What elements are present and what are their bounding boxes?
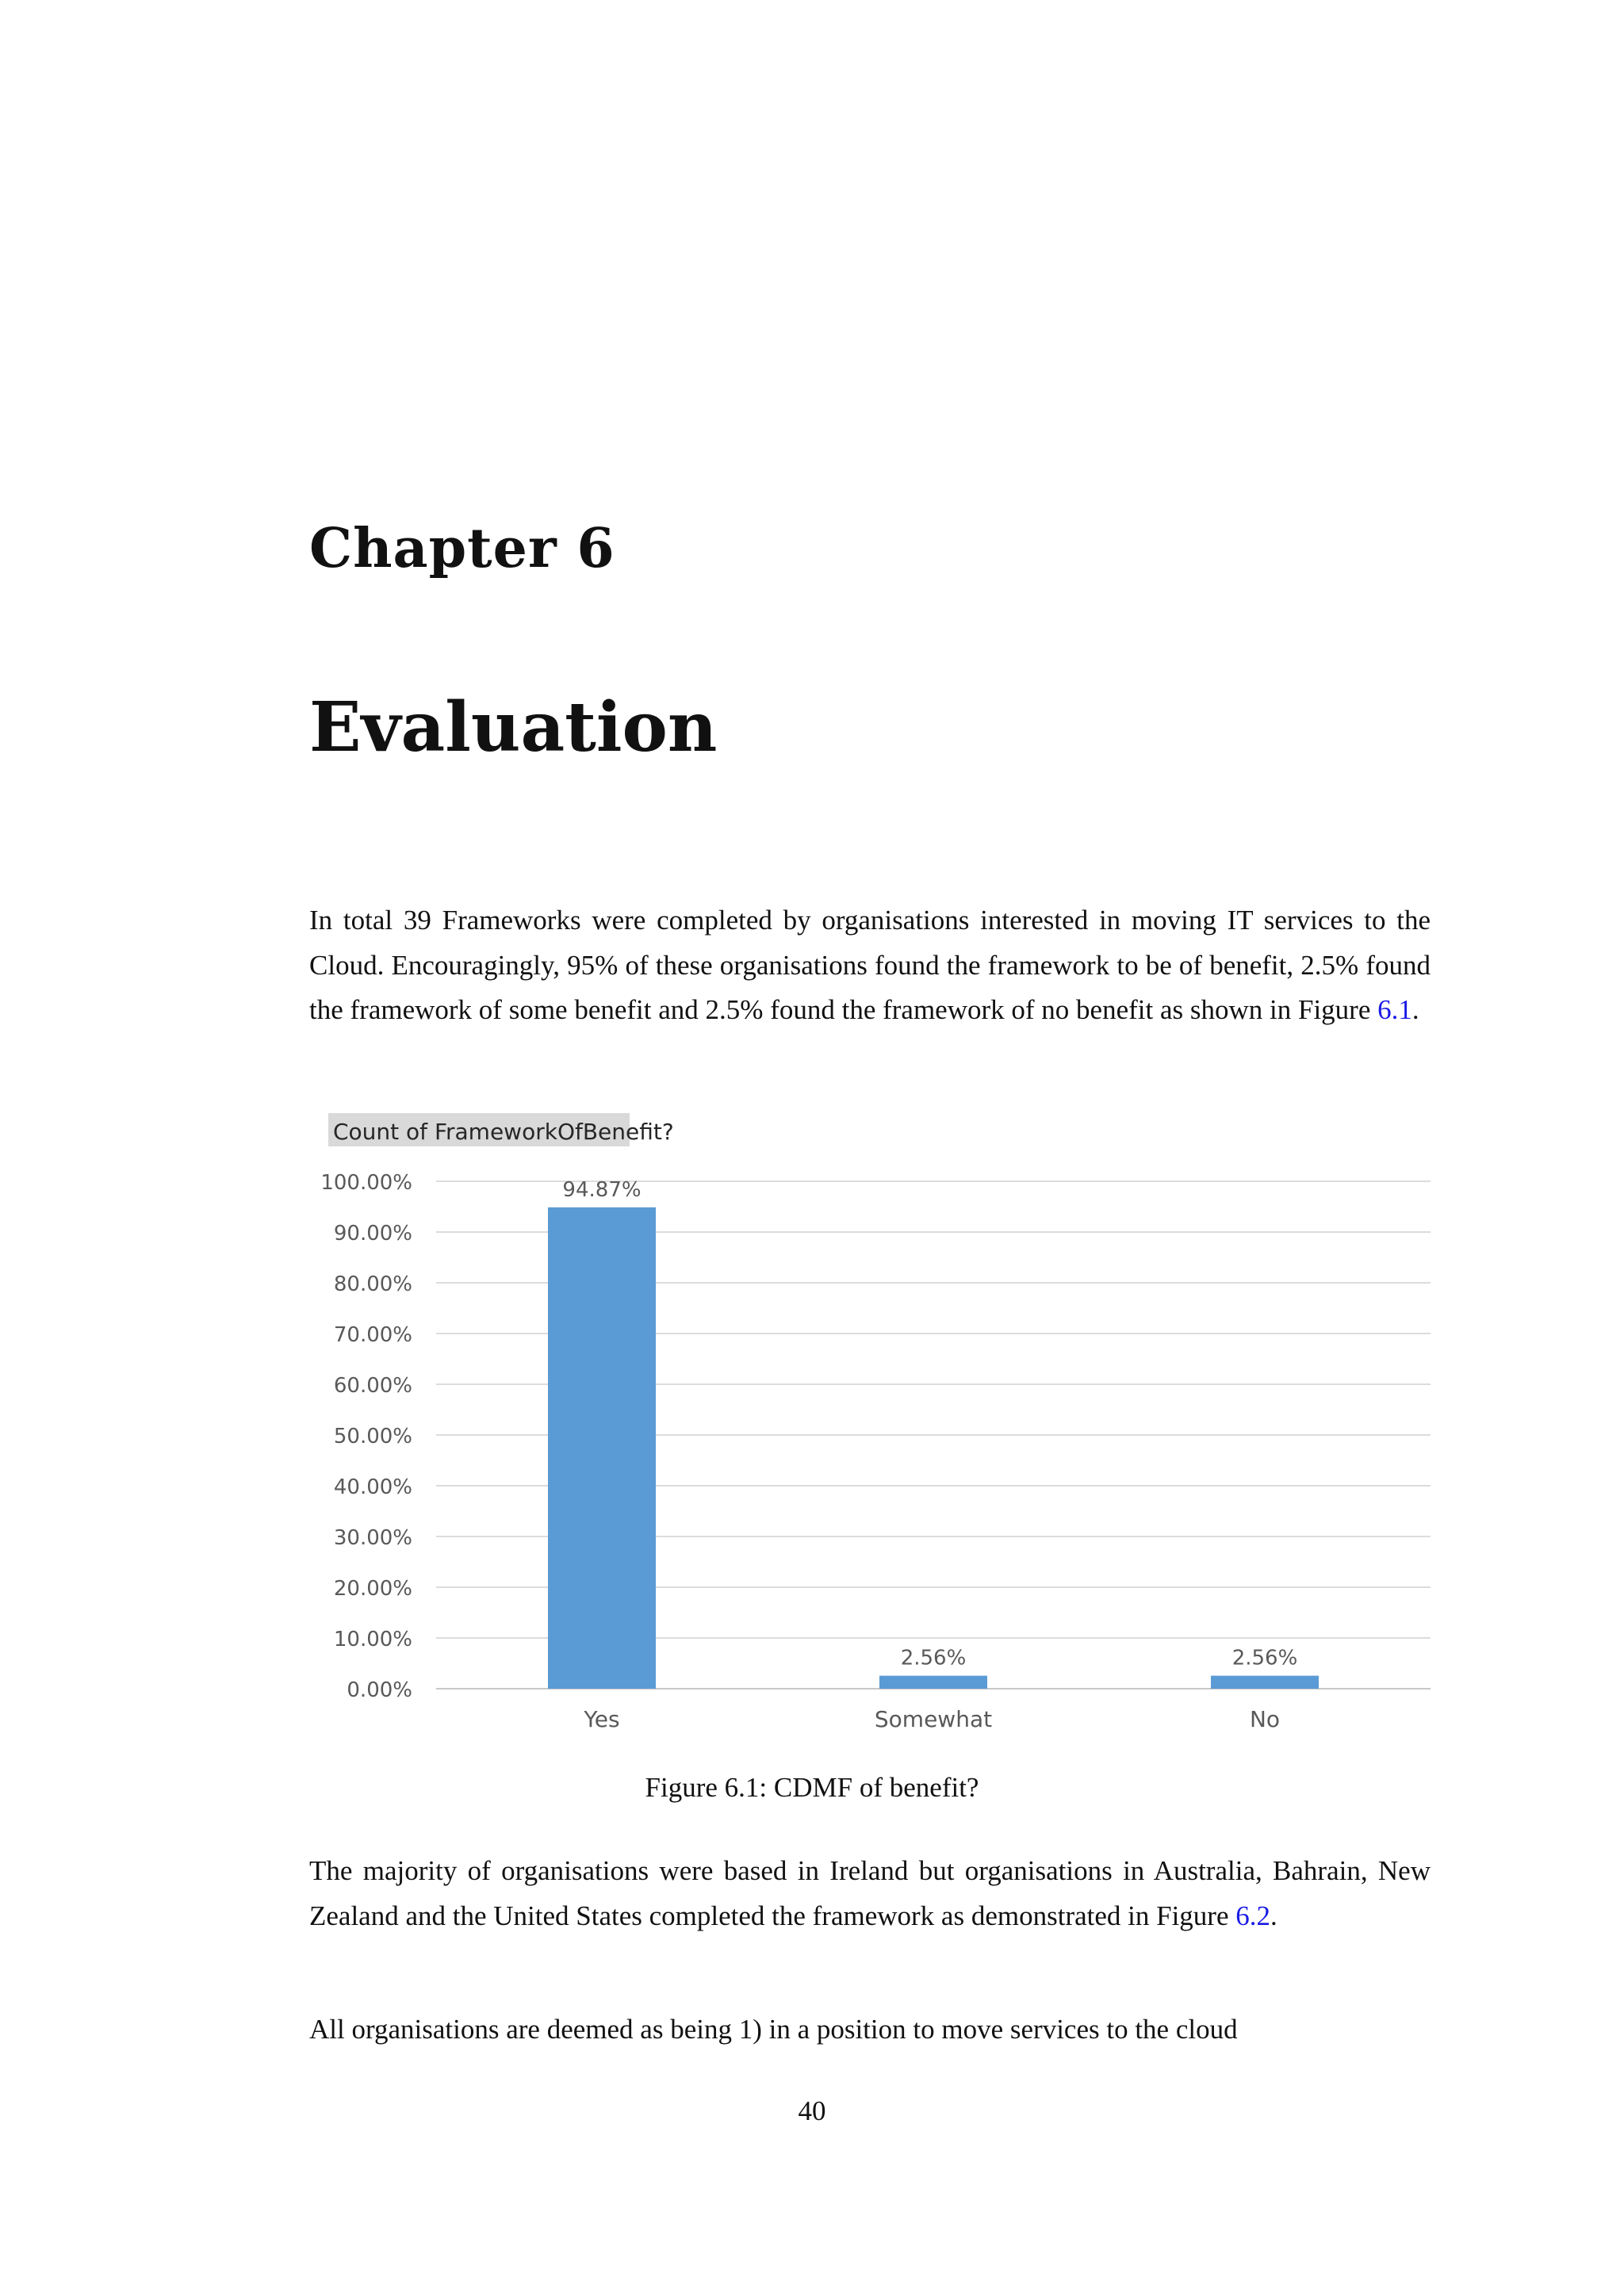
y-tick-label: 100.00% (320, 1171, 412, 1195)
x-axis-tick-labels (583, 1706, 1280, 1732)
y-tick-label: 50.00% (333, 1425, 412, 1448)
y-tick-label: 90.00% (333, 1222, 412, 1246)
data-labels (562, 1178, 1297, 1670)
y-tick-label: 70.00% (333, 1323, 412, 1347)
countries-text-end: . (1270, 1900, 1277, 1931)
benefit-bar-chart (309, 1106, 1435, 1748)
data-label: 94.87% (562, 1177, 642, 1202)
y-tick-label: 60.00% (333, 1374, 412, 1398)
x-tick-label: Somewhat (874, 1706, 993, 1732)
y-tick-label: 80.00% (333, 1272, 412, 1296)
y-tick-label: 10.00% (333, 1628, 412, 1651)
countries-paragraph (309, 1849, 1431, 1938)
data-label: 2.56% (900, 1646, 967, 1670)
y-tick-label: 20.00% (333, 1577, 412, 1601)
figure-6-1-link[interactable]: 6.1 (1377, 994, 1412, 1025)
chapter-title: Evaluation (309, 687, 718, 767)
readiness-paragraph: All organisations are deemed as being 1) in a position to move services to the cloud (309, 2014, 1238, 2045)
chapter-label: Chapter 6 (309, 517, 615, 580)
countries-text: The majority of organisations were based in Ireland but organisations in Australia, Bahrain, New Zealand and the United States completed the framework as demonstrated in Figure (309, 1855, 1431, 1931)
y-tick-label: 30.00% (333, 1526, 412, 1550)
y-tick-label: 40.00% (333, 1475, 412, 1499)
bar (548, 1207, 656, 1689)
chart-title: Count of FrameworkOfBenefit? (333, 1119, 674, 1145)
y-tick-label: 0.00% (347, 1678, 412, 1702)
data-label: 2.56% (1231, 1646, 1298, 1670)
x-tick-label: Yes (584, 1706, 620, 1732)
figure-caption: Figure 6.1: CDMF of benefit? (645, 1772, 979, 1803)
page-number: 40 (798, 2095, 826, 2126)
bar (1211, 1676, 1319, 1689)
y-axis-tick-labels (320, 1171, 412, 1702)
x-tick-label: No (1249, 1706, 1281, 1732)
bars (548, 1207, 1319, 1689)
bar (879, 1676, 987, 1689)
intro-paragraph (309, 898, 1431, 1033)
intro-text-end: . (1411, 994, 1419, 1025)
intro-text: In total 39 Frameworks were completed by organisations interested in moving IT services to the Cloud. Encouragingly, 95% of these organisations found the framework to be of benefit, 2.5% found the framework of some benefit and 2.5% found the framework of no benefit as shown in Figure (309, 905, 1431, 1025)
figure-6-2-link[interactable]: 6.2 (1235, 1900, 1270, 1931)
